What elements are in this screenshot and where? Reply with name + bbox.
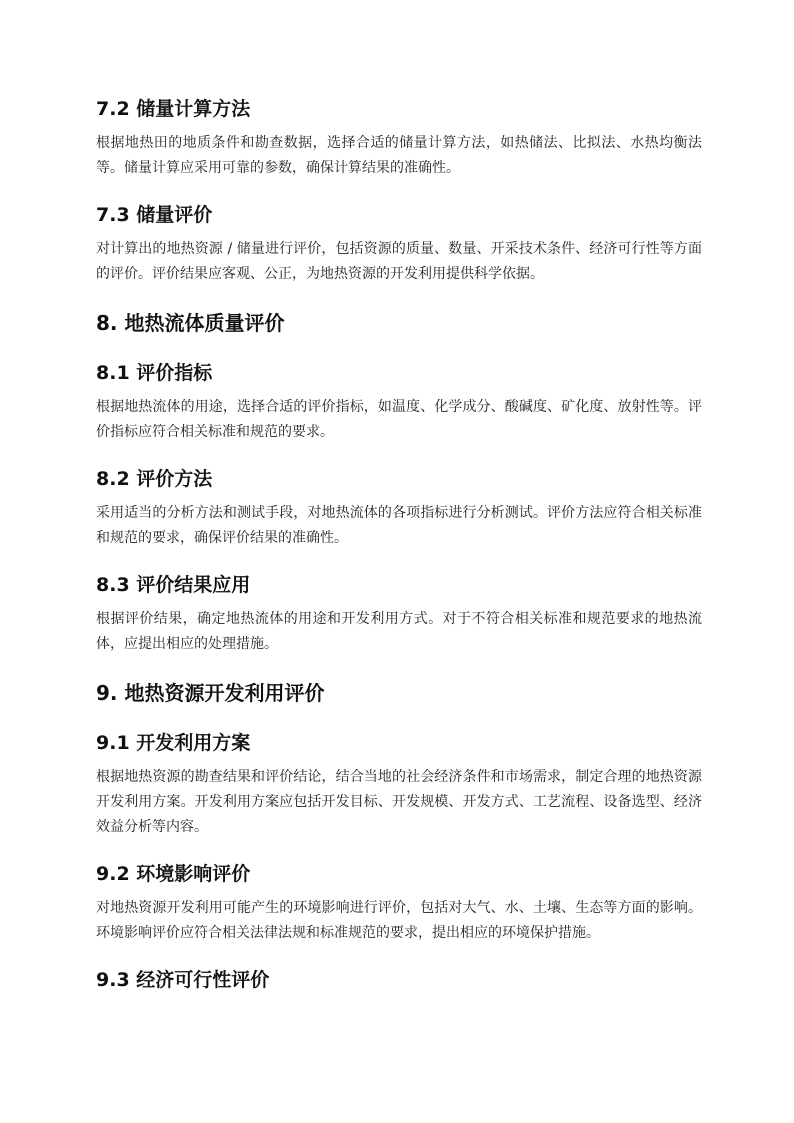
heading-9-3: 9.3 经济可行性评价 (96, 969, 270, 991)
heading-8: 8. 地热流体质量评价 (96, 311, 285, 335)
heading-9: 9. 地热资源开发利用评价 (96, 681, 325, 705)
paragraph-7-2: 根据地热田的地质条件和勘查数据，选择合适的储量计算方法，如热储法、比拟法、水热均衡法等。储量计算应采用可靠的参数，确保计算结果的准确性。 (96, 135, 702, 176)
document-body (96, 94, 702, 995)
paragraph-7-3: 对计算出的地热资源 / 储量进行评价，包括资源的质量、数量、开采技术条件、经济可行性等方面的评价。评价结果应客观、公正，为地热资源的开发利用提供科学依据。 (96, 241, 702, 282)
heading-8-1: 8.1 评价指标 (96, 362, 213, 384)
paragraph-8-1: 根据地热流体的用途，选择合适的评价指标，如温度、化学成分、酸碱度、矿化度、放射性等。评价指标应符合相关标准和规范的要求。 (96, 399, 702, 440)
paragraph-9-2: 对地热资源开发利用可能产生的环境影响进行评价，包括对大气、水、土壤、生态等方面的影响。环境影响评价应符合相关法律法规和标准规范的要求，提出相应的环境保护措施。 (96, 900, 702, 941)
paragraph-8-3: 根据评价结果，确定地热流体的用途和开发利用方式。对于不符合相关标准和规范要求的地热流体，应提出相应的处理措施。 (96, 611, 702, 652)
heading-7-2: 7.2 储量计算方法 (96, 98, 251, 120)
heading-8-2: 8.2 评价方法 (96, 468, 213, 490)
heading-9-2: 9.2 环境影响评价 (96, 863, 251, 885)
heading-9-1: 9.1 开发利用方案 (96, 732, 251, 754)
paragraph-9-1: 根据地热资源的勘查结果和评价结论，结合当地的社会经济条件和市场需求，制定合理的地热资源开发利用方案。开发利用方案应包括开发目标、开发规模、开发方式、工艺流程、设备选型、经济效益分析等内容。 (96, 769, 702, 835)
paragraph-8-2: 采用适当的分析方法和测试手段，对地热流体的各项指标进行分析测试。评价方法应符合相关标准和规范的要求，确保评价结果的准确性。 (96, 505, 702, 546)
heading-8-3: 8.3 评价结果应用 (96, 574, 251, 596)
heading-7-3: 7.3 储量评价 (96, 204, 213, 226)
